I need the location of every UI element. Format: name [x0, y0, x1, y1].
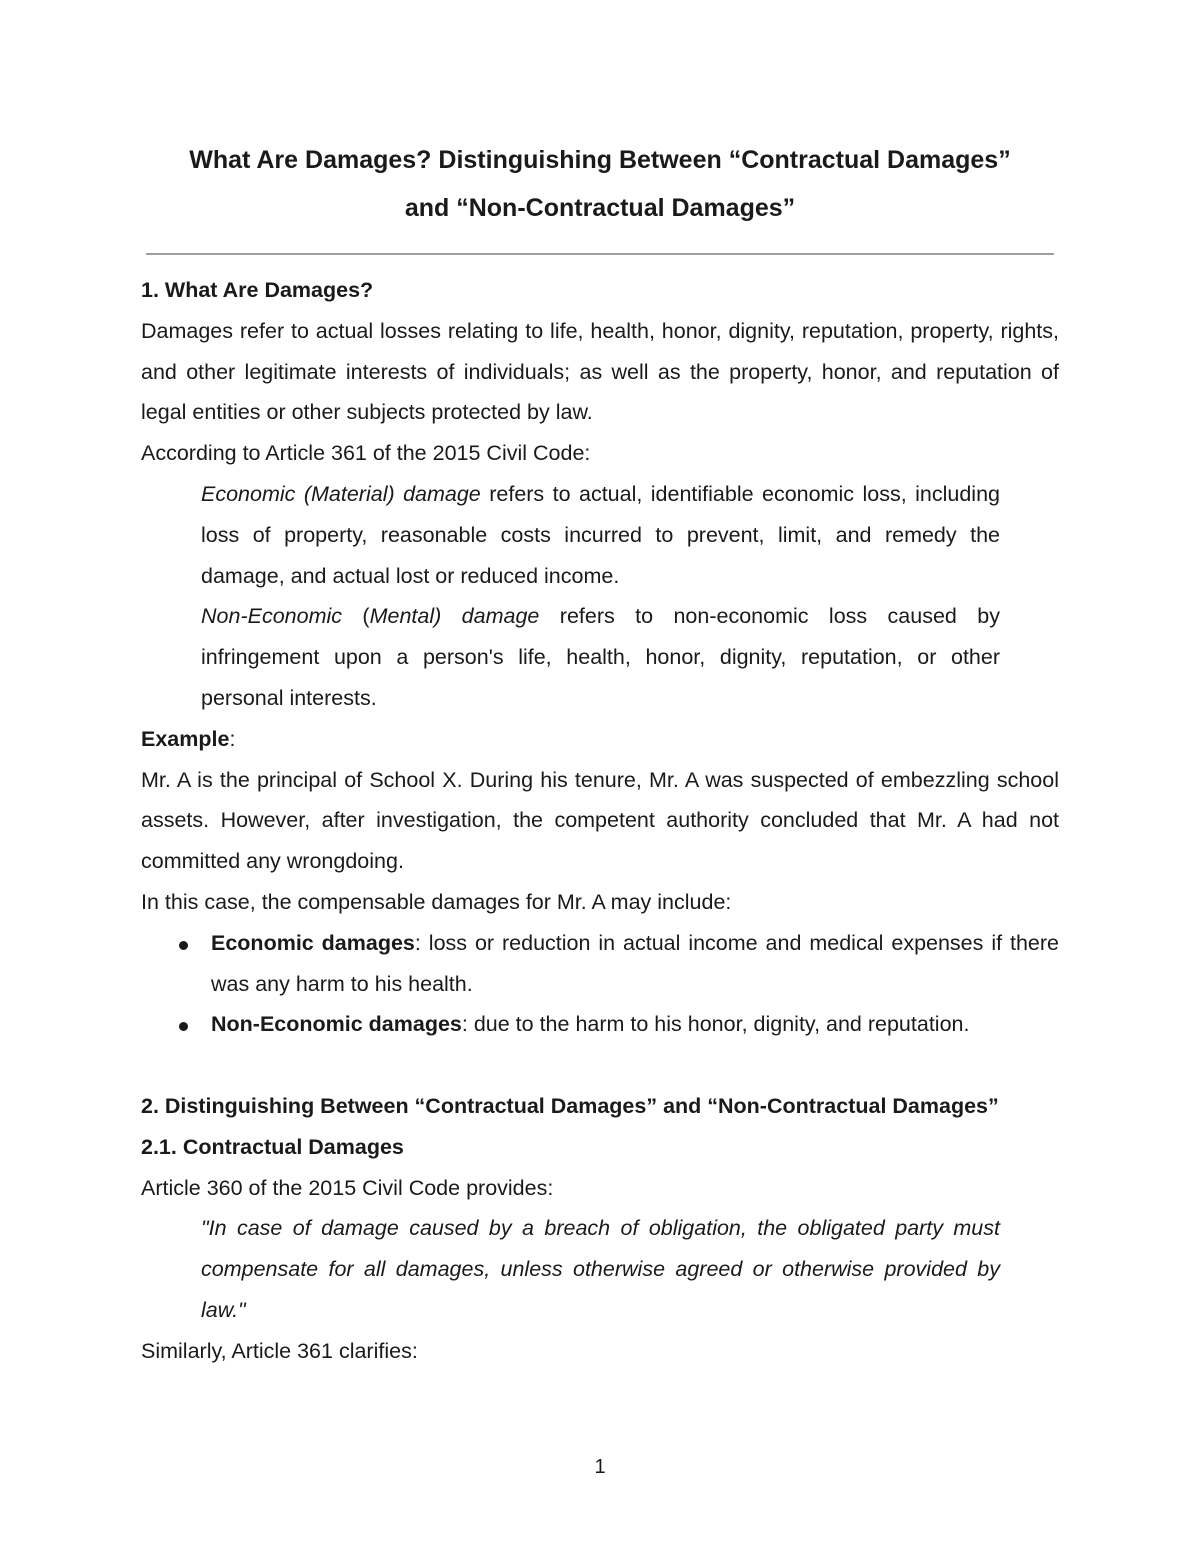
damages-bullet-list — [141, 923, 1059, 1045]
economic-damage-term: Economic (Material) damage — [201, 481, 481, 506]
non-economic-damage-text: refers to non-economic loss caused by infringement upon a person's life, health, honor, dignity, reputation, or other personal interests. — [201, 604, 1000, 710]
example-paragraph: Mr. A is the principal of School X. During his tenure, Mr. A was suspected of embezzling school assets. However, after investigation, the competent authority concluded that Mr. A had not committed any wrongdoing. — [141, 767, 1059, 874]
bullet-text: : loss or reduction in actual income and medical expenses if there was any harm to his health. — [211, 930, 1059, 996]
page-number: 1 — [594, 1456, 606, 1478]
section-spacer — [141, 1045, 1059, 1086]
non-economic-term-a: Non-Economic — [201, 604, 342, 629]
economic-damage-text: refers to actual, identifiable economic loss, including loss of property, reasonable costs incurred to prevent, limit, and remedy the damage, and actual lost or reduced income. — [201, 481, 1000, 588]
example-label-line — [141, 719, 1059, 760]
list-item — [141, 923, 1059, 1005]
non-economic-term-b: ( — [342, 604, 370, 629]
title-line-2: and “Non-Contractual Damages” — [404, 194, 796, 222]
document-title — [141, 136, 1059, 232]
title-line-1: What Are Damages? Distinguishing Between “Contractual Damages” — [189, 146, 1011, 174]
horizontal-rule — [146, 253, 1054, 255]
bullet-icon — [179, 1022, 188, 1031]
section-2-1-heading: 2.1. Contractual Damages — [141, 1134, 404, 1159]
article-361-similarly: Similarly, Article 361 clarifies: — [141, 1338, 418, 1363]
example-colon: : — [229, 726, 236, 751]
case-intro: In this case, the compensable damages for Mr. A may include: — [141, 889, 732, 914]
section-1-heading: 1. What Are Damages? — [141, 278, 374, 302]
document-body — [141, 270, 1059, 1372]
article-360-intro: Article 360 of the 2015 Civil Code provides: — [141, 1175, 554, 1200]
bullet-icon — [179, 941, 188, 950]
bullet-term: Non-Economic damages — [211, 1012, 462, 1037]
bullet-text: : due to the harm to his honor, dignity, and reputation. — [461, 1012, 970, 1037]
economic-damage-definition — [201, 474, 1000, 596]
bullet-term: Economic damages — [211, 930, 415, 955]
section-1-paragraph: Damages refer to actual losses relating to life, health, honor, dignity, reputation, property, rights, and other legitimate interests of individuals; as well as the property, honor, and reputation of legal entities or other subjects protected by law. — [141, 318, 1059, 425]
section-2-heading: 2. Distinguishing Between “Contractual Damages” and “Non-Contractual Damages” — [141, 1093, 999, 1118]
article-360-quote — [201, 1208, 1000, 1330]
article-361-intro: According to Article 361 of the 2015 Civil Code: — [141, 441, 591, 466]
list-item — [141, 1004, 1059, 1045]
non-economic-term-c: Mental) damage — [369, 604, 540, 629]
non-economic-damage-definition — [201, 596, 1000, 718]
example-label: Example — [141, 726, 230, 751]
quote-text: "In case of damage caused by a breach of obligation, the obligated party must compensate for all damages, unless otherwise agreed or otherwise provided by law." — [201, 1216, 1000, 1322]
